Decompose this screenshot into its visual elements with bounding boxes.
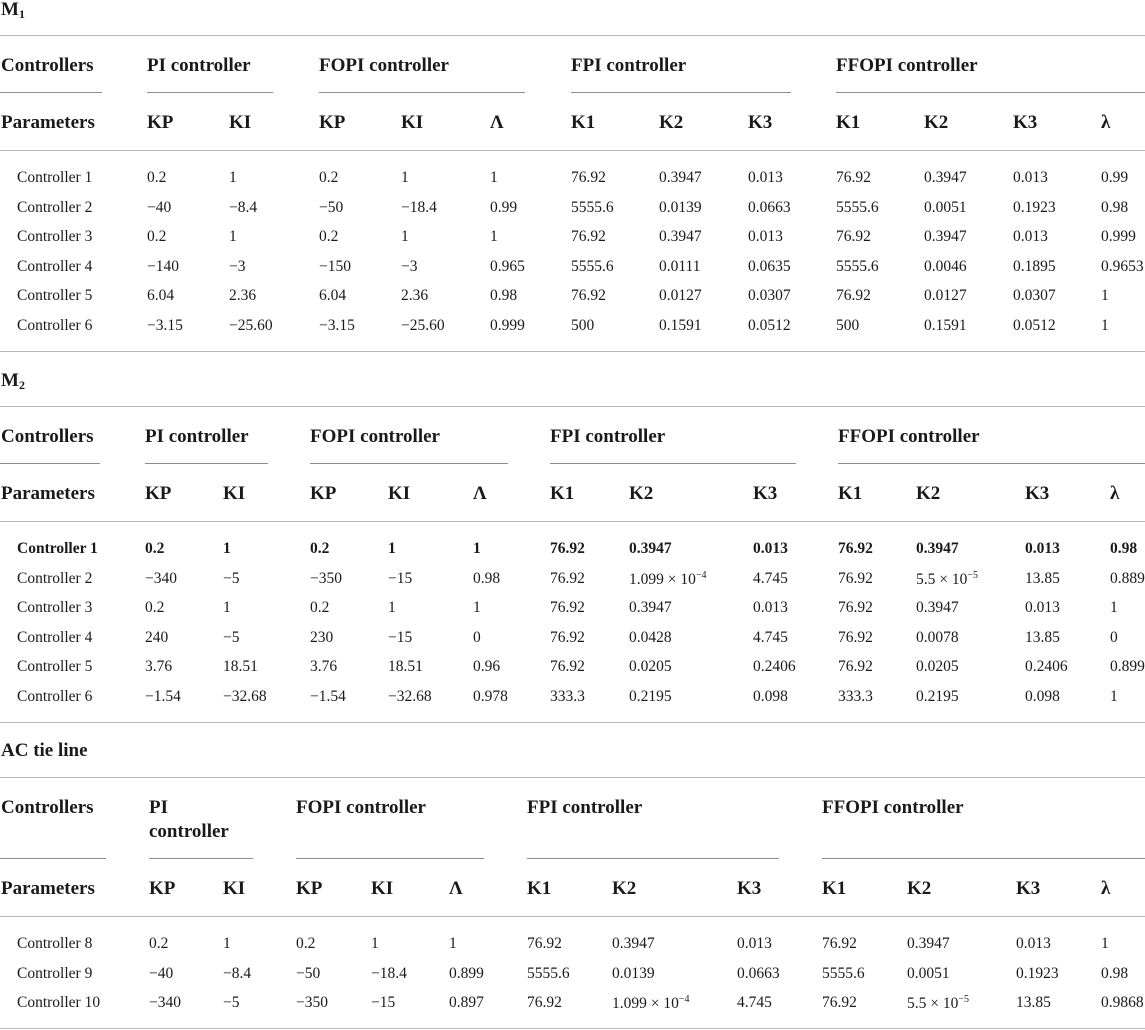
param-header: K1: [571, 112, 596, 133]
param-header: KI: [223, 878, 246, 899]
cell: −8.4: [223, 965, 252, 982]
param-header: Λ: [490, 112, 504, 133]
header-pi-controller: PI: [149, 797, 168, 818]
cell: 0.2: [147, 169, 167, 186]
cell: 0.013: [1025, 599, 1060, 616]
divider: [0, 521, 1145, 522]
cell: 0.2: [296, 935, 316, 952]
group-underline: [0, 463, 100, 464]
param-header: KP: [310, 483, 337, 504]
cell: 1: [490, 228, 498, 245]
header-controllers: Controllers: [1, 797, 94, 818]
cell: 1: [371, 935, 379, 952]
cell: 0.1895: [1013, 258, 1056, 275]
cell: 0.0307: [1013, 287, 1056, 304]
cell: 76.92: [550, 658, 585, 675]
cell: 500: [571, 317, 595, 334]
cell: 0.013: [753, 599, 788, 616]
group-underline: [571, 92, 791, 93]
cell: 0.0078: [916, 629, 959, 646]
header-parameters: Parameters: [1, 112, 95, 133]
cell: 0.9868: [1101, 994, 1144, 1011]
row-label: Controller 5: [17, 287, 93, 304]
cell: 0.2: [147, 228, 167, 245]
cell: 0.3947: [924, 169, 967, 186]
param-header: KI: [401, 112, 424, 133]
cell: −50: [319, 199, 344, 216]
cell: −140: [147, 258, 179, 275]
cell: 1: [401, 169, 409, 186]
param-header: K1: [838, 483, 863, 504]
cell: 0.3947: [659, 169, 702, 186]
cell: 0.98: [1101, 965, 1129, 982]
cell: −340: [149, 994, 181, 1011]
cell: 1: [490, 169, 498, 186]
param-header: K2: [916, 483, 941, 504]
cell: 1: [223, 540, 231, 557]
param-header: K3: [1013, 112, 1038, 133]
cell: −350: [310, 570, 342, 587]
group-underline: [822, 858, 1145, 859]
cell: −25.60: [401, 317, 445, 334]
divider: [0, 1028, 1145, 1029]
param-header: K2: [924, 112, 949, 133]
cell: 0.99: [490, 199, 518, 216]
cell: −15: [388, 629, 413, 646]
cell: 1: [229, 169, 237, 186]
cell: −40: [149, 965, 174, 982]
divider: [0, 722, 1145, 723]
cell: 2.36: [229, 287, 257, 304]
cell: 333.3: [838, 688, 873, 705]
cell: 18.51: [223, 658, 258, 675]
cell: 0.013: [1025, 540, 1060, 557]
cell: 0.2: [319, 169, 339, 186]
cell: 0.3947: [612, 935, 655, 952]
cell: −1.54: [310, 688, 346, 705]
param-header: KP: [319, 112, 346, 133]
cell: 76.92: [822, 935, 857, 952]
param-header: K3: [1025, 483, 1050, 504]
cell: 0.2195: [629, 688, 672, 705]
row-label: Controller 4: [17, 258, 93, 275]
param-header: KP: [149, 878, 176, 899]
cell: 76.92: [838, 570, 873, 587]
cell: 76.92: [527, 994, 562, 1011]
cell: −18.4: [371, 965, 407, 982]
cell: 0.2406: [753, 658, 796, 675]
cell: 0.0428: [629, 629, 672, 646]
param-header: KP: [147, 112, 174, 133]
param-header: K1: [822, 878, 847, 899]
cell: 0.013: [1013, 169, 1048, 186]
cell: 0.1591: [924, 317, 967, 334]
cell: 0.0127: [659, 287, 702, 304]
cell: 4.745: [737, 994, 772, 1011]
header-fopi-controller: FOPI controller: [319, 55, 449, 76]
cell: 76.92: [836, 169, 871, 186]
cell: 500: [836, 317, 860, 334]
cell: 1: [388, 599, 396, 616]
header-fpi-controller: FPI controller: [571, 55, 687, 76]
row-label: Controller 1: [17, 540, 98, 557]
cell: 76.92: [822, 994, 857, 1011]
cell: 18.51: [388, 658, 423, 675]
cell: 0: [1110, 629, 1118, 646]
cell: 0.0051: [924, 199, 967, 216]
param-header: KI: [371, 878, 394, 899]
cell: 0.9653: [1101, 258, 1144, 275]
cell: 76.92: [527, 935, 562, 952]
divider: [0, 916, 1145, 917]
cell: −340: [145, 570, 177, 587]
cell: 1: [473, 540, 481, 557]
header-pi-controller-line2: controller: [149, 821, 229, 842]
header-fpi-controller: FPI controller: [550, 426, 666, 447]
cell: 0.0127: [924, 287, 967, 304]
cell: $1.099 \times 10^{-4}$: [612, 994, 690, 1012]
cell: 76.92: [571, 287, 606, 304]
cell: 0.2: [149, 935, 169, 952]
section-title-m1: $M_1$: [1, 0, 25, 21]
cell: 0.0512: [1013, 317, 1056, 334]
cell: 1: [401, 228, 409, 245]
cell: 0.013: [753, 540, 788, 557]
cell: 1: [223, 599, 231, 616]
cell: 5555.6: [571, 258, 614, 275]
cell: 0.013: [1013, 228, 1048, 245]
cell: 1: [1101, 935, 1109, 952]
cell: $5.5 \times 10^{-5}$: [916, 570, 979, 588]
row-label: Controller 6: [17, 317, 93, 334]
cell: 6.04: [319, 287, 347, 304]
cell: −32.68: [223, 688, 267, 705]
cell: 0.013: [737, 935, 772, 952]
cell: 5555.6: [571, 199, 614, 216]
cell: −5: [223, 994, 240, 1011]
cell: 76.92: [838, 540, 873, 557]
param-header: K2: [612, 878, 637, 899]
cell: 1: [1101, 287, 1109, 304]
cell: 1: [473, 599, 481, 616]
param-header: KI: [388, 483, 411, 504]
cell: $1.099 \times 10^{-4}$: [629, 570, 707, 588]
cell: 76.92: [550, 540, 585, 557]
cell: 0.098: [1025, 688, 1060, 705]
row-label: Controller 8: [17, 935, 93, 952]
cell: 1: [1101, 317, 1109, 334]
divider: [0, 351, 1145, 352]
cell: 0.3947: [659, 228, 702, 245]
cell: −5: [223, 629, 240, 646]
cell: 0.897: [449, 994, 484, 1011]
row-label: Controller 9: [17, 965, 93, 982]
param-header: K1: [836, 112, 861, 133]
cell: 0.1591: [659, 317, 702, 334]
cell: 0.96: [473, 658, 501, 675]
cell: 0.0205: [916, 658, 959, 675]
param-header: K3: [753, 483, 778, 504]
cell: 0.999: [490, 317, 525, 334]
group-underline: [0, 858, 106, 859]
divider: [0, 35, 1145, 36]
cell: 0.0139: [659, 199, 702, 216]
cell: 0.978: [473, 688, 508, 705]
cell: 76.92: [838, 599, 873, 616]
cell: −3: [229, 258, 246, 275]
header-fpi-controller: FPI controller: [527, 797, 643, 818]
row-label: Controller 3: [17, 599, 93, 616]
cell: 3.76: [145, 658, 173, 675]
cell: 0.3947: [916, 540, 959, 557]
cell: 0.98: [473, 570, 501, 587]
header-parameters: Parameters: [1, 483, 95, 504]
cell: 5555.6: [822, 965, 865, 982]
group-underline: [550, 463, 796, 464]
cell: 5555.6: [527, 965, 570, 982]
cell: 0.98: [1110, 540, 1138, 557]
cell: 13.85: [1025, 629, 1060, 646]
cell: 0.098: [753, 688, 788, 705]
header-pi-controller: PI controller: [145, 426, 249, 447]
cell: 1: [388, 540, 396, 557]
cell: 3.76: [310, 658, 338, 675]
cell: 2.36: [401, 287, 429, 304]
cell: −32.68: [388, 688, 432, 705]
row-label: Controller 2: [17, 199, 93, 216]
param-header: KP: [145, 483, 172, 504]
cell: 5555.6: [836, 258, 879, 275]
cell: −15: [371, 994, 396, 1011]
group-underline: [147, 92, 273, 93]
cell: 13.85: [1016, 994, 1051, 1011]
cell: 1: [223, 935, 231, 952]
cell: 0.3947: [907, 935, 950, 952]
cell: 0.899: [1110, 658, 1145, 675]
divider: [0, 150, 1145, 151]
group-underline: [527, 858, 779, 859]
cell: 0.0205: [629, 658, 672, 675]
row-label: Controller 3: [17, 228, 93, 245]
param-header: K3: [1016, 878, 1041, 899]
param-header: Λ: [449, 878, 463, 899]
divider: [0, 777, 1145, 778]
param-header: λ: [1101, 878, 1111, 899]
group-underline: [296, 858, 484, 859]
cell: 76.92: [571, 228, 606, 245]
cell: 0.0512: [748, 317, 791, 334]
row-label: Controller 6: [17, 688, 93, 705]
cell: −25.60: [229, 317, 273, 334]
cell: 4.745: [753, 629, 788, 646]
param-header: KI: [223, 483, 246, 504]
cell: 0.0139: [612, 965, 655, 982]
header-ffopi-controller: FFOPI controller: [838, 426, 980, 447]
cell: 0.999: [1101, 228, 1136, 245]
group-underline: [836, 92, 1145, 93]
cell: 5555.6: [836, 199, 879, 216]
cell: 4.745: [753, 570, 788, 587]
cell: 0.3947: [629, 540, 672, 557]
cell: 76.92: [838, 629, 873, 646]
cell: 0.99: [1101, 169, 1129, 186]
cell: 1: [229, 228, 237, 245]
cell: 0.3947: [629, 599, 672, 616]
header-controllers: Controllers: [1, 55, 94, 76]
header-parameters: Parameters: [1, 878, 95, 899]
cell: 0.0307: [748, 287, 791, 304]
cell: 0.899: [449, 965, 484, 982]
cell: 0.2406: [1025, 658, 1068, 675]
group-underline: [310, 463, 508, 464]
param-header: K2: [659, 112, 684, 133]
cell: 0.98: [490, 287, 518, 304]
cell: 0.2: [310, 599, 330, 616]
cell: −3.15: [147, 317, 183, 334]
cell: $5.5 \times 10^{-5}$: [907, 994, 970, 1012]
row-label: Controller 2: [17, 570, 93, 587]
cell: 0.013: [748, 169, 783, 186]
cell: 13.85: [1025, 570, 1060, 587]
cell: −40: [147, 199, 172, 216]
cell: 0.0051: [907, 965, 950, 982]
row-label: Controller 5: [17, 658, 93, 675]
cell: 0.98: [1101, 199, 1129, 216]
group-underline: [838, 463, 1145, 464]
cell: 0.013: [748, 228, 783, 245]
cell: 333.3: [550, 688, 585, 705]
cell: 0.3947: [916, 599, 959, 616]
param-header: K1: [550, 483, 575, 504]
cell: 0.0663: [737, 965, 780, 982]
section-title-ac-tie-line: AC tie line: [1, 740, 88, 761]
param-header: KP: [296, 878, 323, 899]
cell: −3: [401, 258, 418, 275]
row-label: Controller 10: [17, 994, 101, 1011]
cell: 0.1923: [1016, 965, 1059, 982]
cell: 0.013: [1016, 935, 1051, 952]
cell: 76.92: [836, 287, 871, 304]
cell: 0.1923: [1013, 199, 1056, 216]
param-header: Λ: [473, 483, 487, 504]
cell: −18.4: [401, 199, 437, 216]
cell: 6.04: [147, 287, 175, 304]
row-label: Controller 4: [17, 629, 93, 646]
cell: 0.2195: [916, 688, 959, 705]
cell: 76.92: [838, 658, 873, 675]
cell: 76.92: [550, 599, 585, 616]
cell: −15: [388, 570, 413, 587]
cell: −8.4: [229, 199, 258, 216]
param-header: K3: [748, 112, 773, 133]
cell: 76.92: [571, 169, 606, 186]
cell: 240: [145, 629, 169, 646]
cell: 76.92: [836, 228, 871, 245]
cell: 1: [449, 935, 457, 952]
cell: −1.54: [145, 688, 181, 705]
cell: 0.2: [145, 599, 165, 616]
param-header: λ: [1101, 112, 1111, 133]
cell: 76.92: [550, 629, 585, 646]
cell: −3.15: [319, 317, 355, 334]
cell: 0.889: [1110, 570, 1145, 587]
header-fopi-controller: FOPI controller: [310, 426, 440, 447]
param-header: K1: [527, 878, 552, 899]
param-header: K2: [907, 878, 932, 899]
group-underline: [149, 858, 253, 859]
cell: 0.2: [145, 540, 165, 557]
cell: 0.965: [490, 258, 525, 275]
cell: 230: [310, 629, 334, 646]
header-controllers: Controllers: [1, 426, 94, 447]
header-pi-controller: PI controller: [147, 55, 251, 76]
param-header: KI: [229, 112, 252, 133]
group-underline: [145, 463, 268, 464]
param-header: K3: [737, 878, 762, 899]
cell: −350: [296, 994, 328, 1011]
divider: [0, 406, 1145, 407]
cell: −5: [223, 570, 240, 587]
header-fopi-controller: FOPI controller: [296, 797, 426, 818]
group-underline: [319, 92, 525, 93]
cell: 1: [1110, 688, 1118, 705]
header-ffopi-controller: FFOPI controller: [836, 55, 978, 76]
cell: 0.3947: [924, 228, 967, 245]
cell: 0.0635: [748, 258, 791, 275]
param-header: λ: [1110, 483, 1120, 504]
cell: −150: [319, 258, 351, 275]
cell: 0.0111: [659, 258, 701, 275]
row-label: Controller 1: [17, 169, 93, 186]
param-header: K2: [629, 483, 654, 504]
cell: 0.2: [310, 540, 330, 557]
header-ffopi-controller: FFOPI controller: [822, 797, 964, 818]
cell: −50: [296, 965, 321, 982]
cell: 0: [473, 629, 481, 646]
cell: 76.92: [550, 570, 585, 587]
group-underline: [0, 92, 102, 93]
cell: 1: [1110, 599, 1118, 616]
cell: 0.2: [319, 228, 339, 245]
cell: 0.0046: [924, 258, 967, 275]
cell: 0.0663: [748, 199, 791, 216]
section-title-m2: $M_2$: [1, 370, 25, 392]
